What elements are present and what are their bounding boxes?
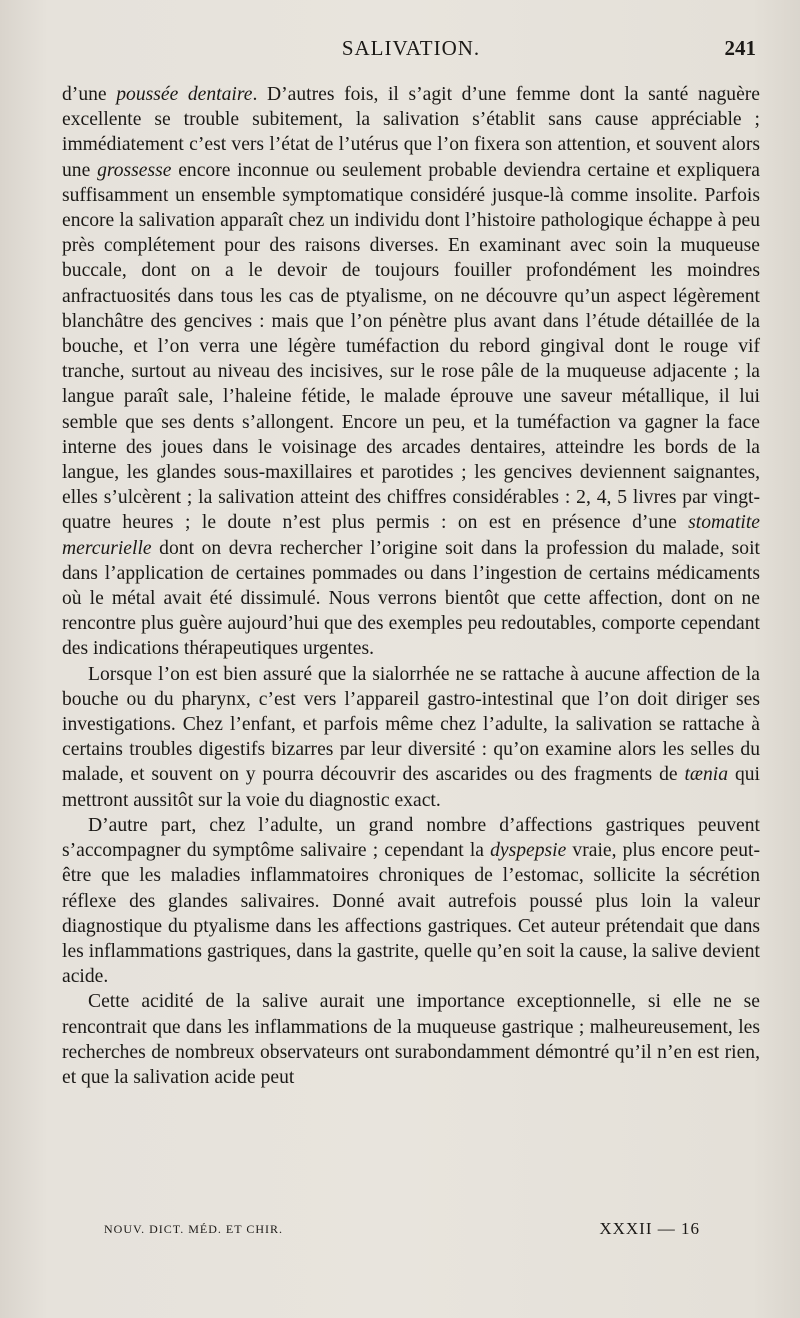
text-segment: Cette acidité de la salive aurait une importance exceptionnelle, si elle ne se rencontrait que dans les inflammations de la muqueuse gastrique ; malheureusement, les recherches de nombreux observateurs ont surabondamment démontré qu’il n’en est rien, et que la salivation acide peut [62, 991, 760, 1088]
running-title: SALIVATION. [341, 36, 481, 60]
page-body [62, 82, 760, 1090]
text-segment: qui mettront aussitôt sur la voie du diagnostic exact. [62, 764, 760, 811]
text-segment: . D’autres fois, il s’agit d’une femme dont la santé naguère excellente se trouble subitement, la salivation s’établit sans cause appréciable ; immédiatement c’est vers l’état de l’utérus que l’on fixera son attention, et souvent alors une [62, 84, 760, 181]
paragraph-1 [62, 82, 760, 662]
page-header [62, 36, 760, 76]
footer-volume-sheet: XXXII — 16 [599, 1219, 700, 1238]
paragraph-4 [62, 989, 760, 1090]
text-segment: dont on devra rechercher l’origine soit dans la profession du malade, soit dans l’application de certaines pommades ou dans l’ingestion de certains médicaments où le métal avait été dissimulé. Nous verrons bientôt que cette affection, dont on ne rencontre plus guère aujourd’hui que des exemples peu redoutables, comporte cependant des indications thérapeutiques urgentes. [62, 537, 760, 660]
paragraph-2 [62, 662, 760, 813]
italic-term: grossesse [97, 159, 172, 181]
text-segment: vraie, plus encore peut-être que les maladies inflammatoires chroniques de l’estomac, sollicite la sécrétion réflexe des glandes salivaires. Donné avait autrefois poussé plus loin la valeur diagnostique du ptyalisme dans les affections gastriques. Cet auteur prétendait que dans les inflammations gastriques, dans la gastrite, quelle qu’en soit la cause, la salive devient acide. [62, 840, 761, 988]
italic-term: stomatite mercurielle [62, 512, 760, 559]
text-segment: encore inconnue ou seulement probable deviendra certaine et expliquera suffisamment un ensemble symptomatique considéré jusque-là comme insolite. Parfois encore la salivation apparaît chez un individu dont l’histoire pathologique échappe à peu près complétement pour des raisons diverses. En examinant avec soin la muqueuse buccale, dont on a le devoir de toujours fouiller profondément les moindres anfractuosités dans tous les cas de ptyalisme, on ne découvre qu’un aspect légèrement blanchâtre des gencives : mais que l’on pénètre plus avant dans l’étude détaillée de la bouche, et l’on verra une légère tuméfaction du rebord gingival dont le rouge vif tranche, surtout au niveau des incisives, sur le rose pâle de la muqueuse adjacente ; la langue paraît sale, l’haleine fétide, le malade éprouve une saveur métallique, il lui semble que ses dents s’allongent. Encore un peu, et la tuméfaction va gagner la face interne des joues dans le voisinage des arcades dentaires, atteindre les bords de la langue, les glandes sous-maxillaires et parotides ; les gencives deviennent saignantes, elles s’ulcèrent ; la salivation atteint des chiffres considérables : 2, 4, 5 livres par vingt-quatre heures ; le doute n’est plus permis : on est en présence d’une [62, 159, 760, 534]
italic-term: poussée dentaire [116, 84, 253, 105]
italic-term: dyspepsie [490, 840, 567, 862]
italic-term: tænia [684, 764, 729, 786]
text-segment: Lorsque l’on est bien assuré que la sialorrhée ne se rattache à aucune affection de la bouche ou du pharynx, c’est vers l’appareil gastro-intestinal que l’on doit diriger ses investigations. Chez l’enfant, et parfois même chez l’adulte, la salivation se rattache à certains troubles digestifs bizarres par leur diversité : qu’on examine alors les selles du malade, et souvent on y pourra découvrir des ascarides ou des fragments de [62, 663, 760, 786]
paragraph-3 [62, 813, 760, 989]
footer-signature: NOUV. DICT. MÉD. ET CHIR. [104, 1222, 284, 1236]
text-segment: d’une [62, 84, 117, 105]
text-segment: D’autre part, chez l’adulte, un grand nombre d’affections gastriques peuvent s’accompagner du symptôme salivaire ; cependant la [62, 814, 760, 862]
page-number: 241 [724, 36, 756, 60]
